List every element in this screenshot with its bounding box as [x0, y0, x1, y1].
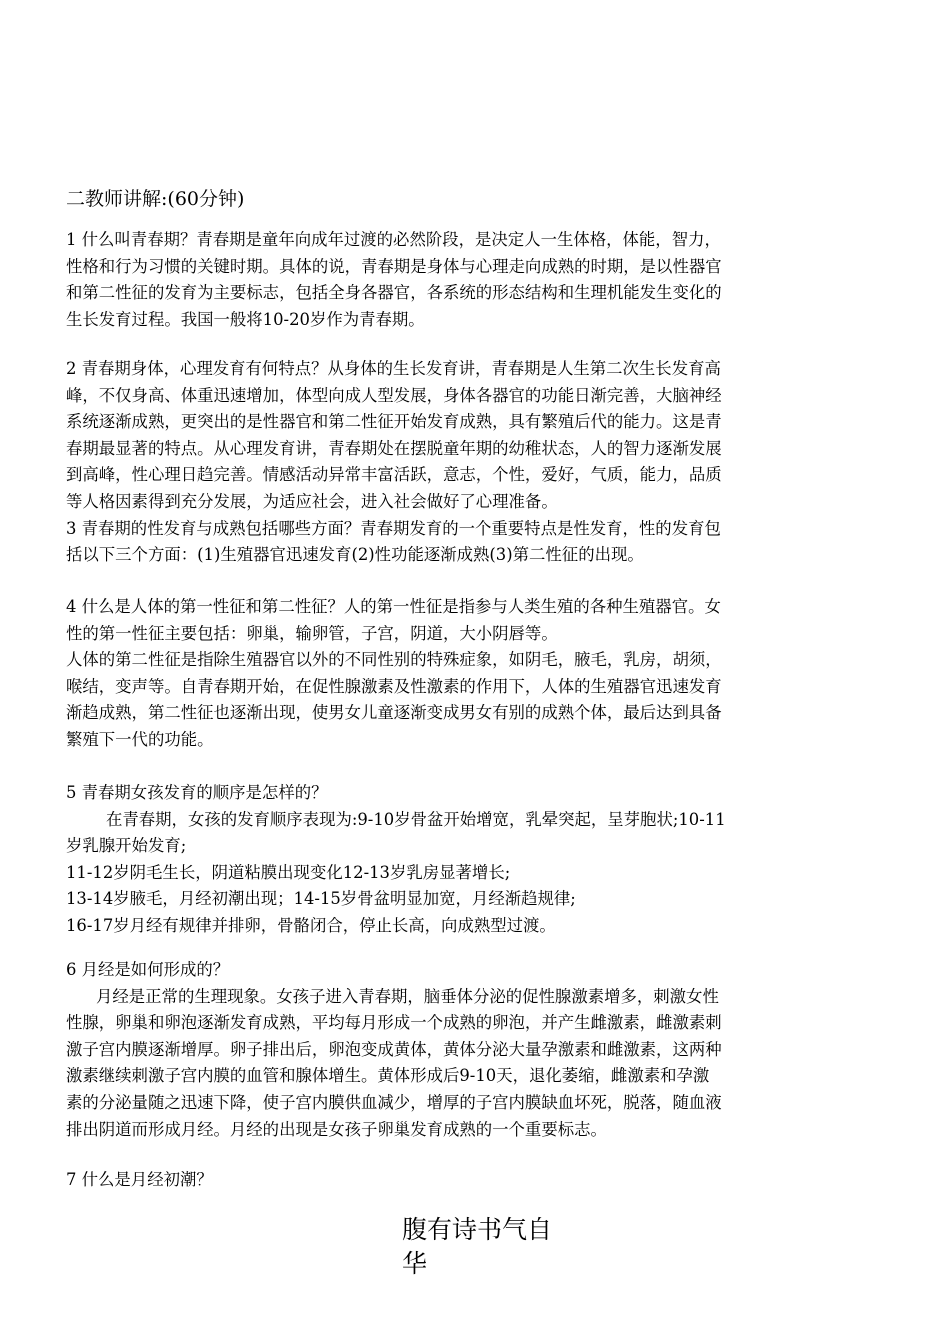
- text-line: 16-17岁月经有规律并排卵，骨骼闭合，停止长高，向成熟型过渡。: [66, 915, 556, 935]
- text-line: 1 什么叫青春期？青春期是童年向成年过渡的必然阶段，是决定人一生体格，体能，智力，: [66, 230, 721, 249]
- text-line: 13-14岁腋毛，月经初潮出现；14-15岁骨盆明显加宽，月经渐趋规律;: [66, 889, 576, 909]
- text-line: 7 什么是月经初潮？: [66, 1170, 213, 1189]
- paragraph-q1: [66, 227, 884, 333]
- text-line: 性腺，卵巢和卵泡逐渐发育成熟，平均每月形成一个成熟的卵泡，并产生雌激素，雌激素刺: [66, 1013, 722, 1033]
- section-heading: 二教师讲解:(60分钟): [66, 188, 245, 210]
- text-line: 人体的第二性征是指除生殖器官以外的不同性别的特殊症象，如阴毛，腋毛，乳房，胡须，: [66, 650, 722, 670]
- text-line: 激素继续刺激子宫内膜的血管和腺体增生。黄体形成后9-10天，退化萎缩，雌激素和孕激: [66, 1066, 710, 1086]
- footer-motto-line: 腹有诗书气自: [402, 1215, 553, 1244]
- text-line: 性格和行为习惯的关键时期。具体的说，青春期是身体与心理走向成熟的时期，是以性器官: [66, 256, 722, 276]
- text-line: 繁殖下一代的功能。: [66, 729, 214, 749]
- text-line: 到高峰，性心理日趋完善。情感活动异常丰富活跃，意志，个性，爱好，气质，能力，品质: [66, 465, 722, 485]
- text-line: 生长发育过程。我国一般将10-20岁作为青春期。: [66, 309, 425, 329]
- text-line: 等人格因素得到充分发展，为适应社会，进入社会做好了心理准备。: [66, 491, 558, 511]
- text-line: 岁乳腺开始发育;: [66, 836, 187, 856]
- text-line: 春期最显著的特点。从心理发育讲，青春期处在摆脱童年期的幼稚状态，人的智力逐渐发展: [66, 438, 722, 458]
- paragraph-q5: [66, 780, 884, 940]
- paragraph-q6: [66, 957, 884, 1143]
- text-line: 月经是正常的生理现象。女孩子进入青春期，脑垂体分泌的促性腺激素增多，刺激女性: [96, 986, 719, 1006]
- text-line: 3 青春期的性发育与成熟包括哪些方面？青春期发育的一个重要特点是性发育，性的发育包: [66, 518, 721, 538]
- text-line: 在青春期，女孩的发育顺序表现为:9-10岁骨盆开始增宽，乳晕突起，呈芽胞状;10-11: [106, 809, 726, 829]
- text-line: 性的第一性征主要包括：卵巢，输卵管，子宫，阴道，大小阴唇等。: [66, 623, 558, 643]
- footer-motto: [402, 1213, 572, 1281]
- text-line: 5 青春期女孩发育的顺序是怎样的？: [66, 783, 328, 802]
- paragraph-q4: [66, 594, 884, 754]
- paragraph-q2-q3: [66, 356, 884, 569]
- text-line: 11-12岁阴毛生长，阴道粘膜出现变化12-13岁乳房显著增长;: [66, 862, 511, 882]
- text-line: 峰，不仅身高、体重迅速增加，体型向成人型发展，身体各器官的功能日渐完善，大脑神经: [66, 385, 722, 405]
- text-line: 渐趋成熟，第二性征也逐渐出现，使男女儿童逐渐变成男女有别的成熟个体，最后达到具备: [66, 703, 722, 723]
- footer-motto-line: 华: [402, 1249, 428, 1278]
- text-line: 2 青春期身体，心理发育有何特点？从身体的生长发育讲，青春期是人生第二次生长发育高: [66, 359, 721, 378]
- text-line: 和第二性征的发育为主要标志，包括全身各器官，各系统的形态结构和生理机能发生变化的: [66, 283, 722, 303]
- text-line: 括以下三个方面：(1)生殖器官迅速发育(2)性功能逐渐成熟(3)第二性征的出现。: [66, 545, 644, 565]
- text-line: 激子宫内膜逐渐增厚。卵子排出后，卵泡变成黄体，黄体分泌大量孕激素和雌激素，这两种: [66, 1039, 722, 1059]
- paragraph-q7: [66, 1167, 884, 1194]
- text-line: 排出阴道而形成月经。月经的出现是女孩子卵巢发育成熟的一个重要标志。: [66, 1119, 607, 1139]
- text-line: 4 什么是人体的第一性征和第二性征？人的第一性征是指参与人类生殖的各种生殖器官。女: [66, 597, 721, 616]
- text-line: 系统逐渐成熟，更突出的是性器官和第二性征开始发育成熟，具有繁殖后代的能力。这是青: [66, 412, 722, 432]
- text-line: 素的分泌量随之迅速下降，使子宫内膜供血减少，增厚的子宫内膜缺血坏死，脱落，随血液: [66, 1092, 722, 1112]
- text-line: 6 月经是如何形成的？: [66, 960, 230, 979]
- text-line: 喉结，变声等。自青春期开始，在促性腺激素及性激素的作用下，人体的生殖器官迅速发育: [66, 676, 722, 696]
